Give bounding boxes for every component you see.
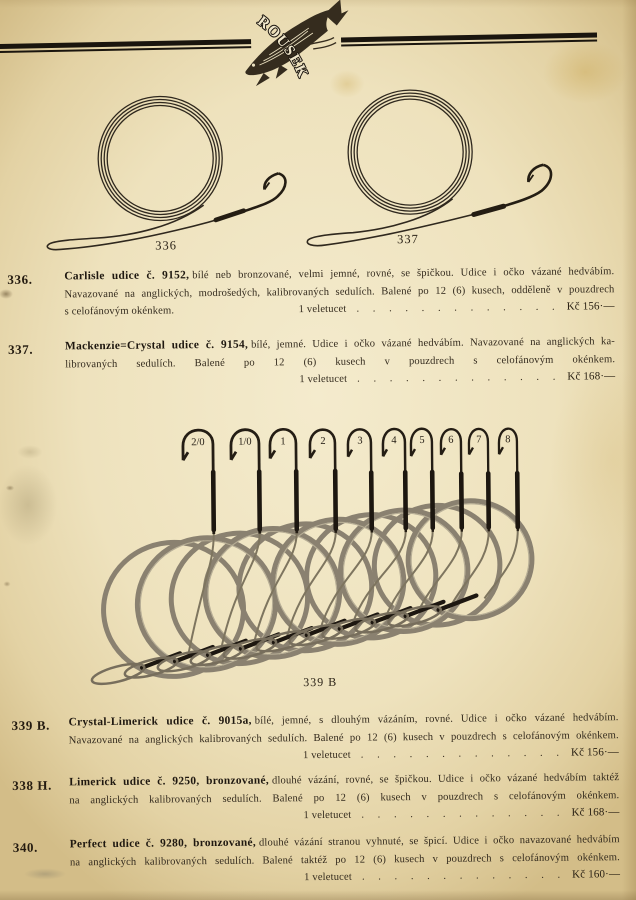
price-dots: . . . . . . . . . . . . . [360,747,562,761]
hook-size-label: 3 [357,435,363,447]
price-dots: . . . . . . . . . . . . . [361,869,563,883]
item-number: 339 B. [11,717,50,733]
catalog-item-340 [4,831,636,884]
item-desc-line: bílé, jemné. Udice i očko vázané hedvábím. Navazované na anglických ka- [251,336,616,351]
hook-size-label: 6 [448,434,454,446]
catalog-item-336 [0,263,634,318]
catalog-item-339b [3,709,636,762]
fish-logo-icon [232,0,350,93]
catalog-item-337 [0,333,635,386]
item-number: 337. [7,341,34,357]
figure-caption-336: 336 [155,238,177,253]
price-value: Kč 168·— [571,806,620,819]
hook-size-label: 8 [505,434,511,446]
figure-caption-339b: 339 B [303,674,338,690]
hook-size-label: 1/0 [238,436,252,448]
price-value: Kč 156·— [566,300,615,313]
item-desc-line: bílé, jemné, s dlouhým vázáním, rovné. Udice i očko vázané hedvábím. [254,712,619,727]
catalog-item-338h [3,769,636,822]
item-title: Mackenzie=Crystal udice č. 9154, [64,338,249,353]
item-desc-line: na anglických kalibrovaných sedulích. Balené taktéž po 12 (6) kusech v pouzdrech s celofánovým okénkem. [69,851,620,868]
item-title: Perfect udice č. 9280, bronzované, [69,836,256,851]
figure-339b-illustration [85,411,558,687]
price-dots: . . . . . . . . . . . . . [357,371,558,385]
item-title: Limerick udice č. 9250, bronzované, [69,774,270,789]
hook-size-label: 5 [419,434,425,447]
item-desc-line: na anglických kalibrovaných sedulích. Balené po 12 (6) kusech v pouzdrech s celofánovým okénkem. [69,789,620,806]
figure-337-illustration [296,77,583,252]
item-desc-line: Navazované na anglických, modrošedých, kalibrovaných sedulích. Balené po 12 (6) kusech, odděleně v pouzdrech [64,283,615,301]
price-dots: . . . . . . . . . . . . . [361,807,562,821]
item-desc-line: dlouhé vázání, rovné, se špičkou. Udice i očko vázané hedvábím taktéž [271,772,620,787]
price-qty: 1 veletucet [299,373,348,386]
item-desc-line: Navazované na anglických kalibrovaných sedulích. Balené po 12 (6) kusech v pouzdrech s celofánovým okénkem. [68,729,619,746]
item-desc-line: dlouhé vázání stranou vyhnuté, se špicí. Udice i očko navazované hedvábím [258,834,620,849]
figure-336-illustration [35,86,309,257]
hook-size-label: 2 [320,435,326,447]
hook-size-label: 4 [391,435,397,447]
price-dots: . . . . . . . . . . . . . [356,301,557,315]
header-rule-right [341,33,597,47]
item-title: Crystal-Limerick udice č. 9015a, [68,714,252,729]
price-qty: 1 veletucet [303,809,352,822]
item-desc-line: bílé neb bronzované, velmi jemné, rovné, se špičkou. Udice i očko vázané hedvábím. [192,266,615,282]
item-number: 340. [12,839,39,855]
price-value: Kč 160·— [572,868,621,881]
item-number: 338 H. [12,777,52,793]
item-desc-line: librovaných sedulích. Balené po 12 (6) kusech v pouzdrech s celofánovým okénkem. [65,353,616,371]
hook-size-label: 7 [476,434,482,446]
price-value: Kč 156·— [570,746,619,759]
item-title: Carlisle udice č. 9152, [64,269,190,283]
header-rule-left [0,39,251,53]
price-qty: 1 veletucet [304,871,352,884]
price-value: Kč 168·— [567,370,616,383]
figure-caption-337: 337 [397,232,419,247]
item-number: 336. [7,271,33,287]
item-desc-line: s celofánovým okénkem. [64,305,175,318]
price-qty: 1 veletucet [302,749,351,762]
hook-size-label: 1 [280,436,286,448]
hook-size-label: 2/0 [191,437,205,449]
brand-text: ROUSEK [254,13,312,82]
price-qty: 1 veletucet [298,303,347,316]
